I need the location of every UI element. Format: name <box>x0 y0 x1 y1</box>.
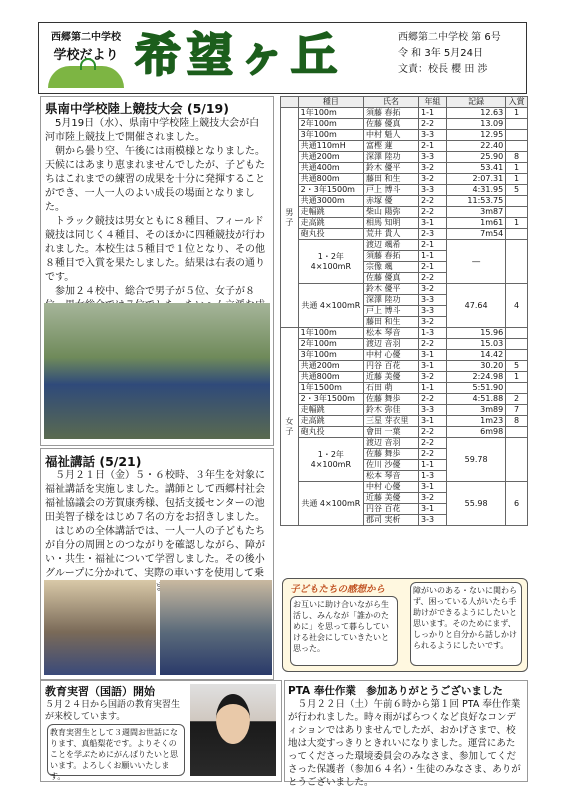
name-cell: 中村 心優 <box>364 482 419 493</box>
record-cell: 3m89 <box>447 405 506 416</box>
table-row <box>281 108 528 119</box>
name-cell: 宗像 颯 <box>364 262 419 273</box>
class-cell: 2-2 <box>419 339 447 350</box>
wheelchair-photo <box>160 580 272 675</box>
voices-title: 子どもたちの感想から <box>290 584 386 595</box>
record-cell: 5:51.90 <box>447 383 506 394</box>
place-cell <box>506 383 528 394</box>
class-cell: 2-2 <box>419 427 447 438</box>
table-row <box>281 152 528 163</box>
record-cell: 30.20 <box>447 361 506 372</box>
table-row <box>281 229 528 240</box>
table-row <box>281 328 528 339</box>
relay-row <box>281 284 528 295</box>
table-row <box>281 339 528 350</box>
class-cell: 1-1 <box>419 108 447 119</box>
event-cell: 共通110mH <box>298 141 363 152</box>
name-cell: 戸上 博斗 <box>364 306 419 317</box>
event-cell: 3年100m <box>298 130 363 141</box>
class-cell: 3-3 <box>419 306 447 317</box>
place-cell: 6 <box>506 482 528 526</box>
name-cell: 藤田 和生 <box>364 317 419 328</box>
relay-event: 共通 4×100mR <box>298 482 363 526</box>
name-cell: 佐川 沙優 <box>364 460 419 471</box>
class-cell: 2-1 <box>419 262 447 273</box>
sports-p1: 5月19日（水）、県南中学校陸上競技大会が白河市陸上競技上で開催されました。 <box>45 118 260 143</box>
event-cell: 走高跳 <box>298 218 363 229</box>
place-cell <box>506 130 528 141</box>
event-cell: 共通200m <box>298 152 363 163</box>
event-cell: 共通800m <box>298 372 363 383</box>
place-cell <box>506 119 528 130</box>
place-cell: 2 <box>506 394 528 405</box>
athletes-group-photo <box>44 303 270 439</box>
name-cell: 須藤 春拓 <box>364 251 419 262</box>
place-cell: 7 <box>506 405 528 416</box>
name-cell: 佐藤 舞歩 <box>364 394 419 405</box>
table-row <box>281 163 528 174</box>
welfare-title: 福祉講話 (5/21) <box>45 454 142 469</box>
name-cell: 深澤 陸功 <box>364 295 419 306</box>
record-cell: 3m87 <box>447 207 506 218</box>
place-cell: 1 <box>506 218 528 229</box>
results-table <box>280 96 528 526</box>
face-shape <box>216 694 250 744</box>
name-cell: 渡辺 音羽 <box>364 438 419 449</box>
name-cell: 佐藤 優真 <box>364 119 419 130</box>
table-row <box>281 207 528 218</box>
col-name: 氏名 <box>364 97 419 108</box>
name-cell: 會田 一葉 <box>364 427 419 438</box>
name-cell: 藤田 和生 <box>364 174 419 185</box>
class-cell: 2-2 <box>419 438 447 449</box>
place-cell <box>506 229 528 240</box>
class-cell: 3-2 <box>419 372 447 383</box>
class-cell: 3-2 <box>419 493 447 504</box>
class-cell: 1-1 <box>419 460 447 471</box>
event-cell: 2・3年1500m <box>298 185 363 196</box>
event-cell: 1年1500m <box>298 383 363 394</box>
name-cell: 戸上 博斗 <box>364 185 419 196</box>
place-cell <box>506 196 528 207</box>
table-row <box>281 350 528 361</box>
newsletter-name: 学校だより <box>53 48 119 63</box>
practicum-title: 教育実習（国語）開始 <box>45 685 155 698</box>
name-cell: 佐藤 舞歩 <box>364 449 419 460</box>
table-row <box>281 405 528 416</box>
class-cell: 3-2 <box>419 163 447 174</box>
lecture-photo <box>44 580 156 675</box>
issue-date: 令 和 3年 5月24日 <box>398 48 483 59</box>
class-cell: 3-2 <box>419 317 447 328</box>
practicum-p1: ５月２４日から国語の教育実習生が来校しています。 <box>45 700 181 722</box>
class-cell: 3-2 <box>419 284 447 295</box>
name-cell: 鈴木 優平 <box>364 163 419 174</box>
place-cell: 1 <box>506 108 528 119</box>
place-cell <box>506 427 528 438</box>
col-class: 年組 <box>419 97 447 108</box>
name-cell: 佐藤 優真 <box>364 273 419 284</box>
class-cell: 1-1 <box>419 383 447 394</box>
place-cell <box>506 438 528 482</box>
class-cell: 2-2 <box>419 449 447 460</box>
welfare-body <box>45 469 269 595</box>
record-cell: 22.40 <box>447 141 506 152</box>
class-cell: 2-1 <box>419 141 447 152</box>
name-cell: 円谷 百花 <box>364 361 419 372</box>
event-cell: 1年100m <box>298 108 363 119</box>
record-cell: 13.09 <box>447 119 506 130</box>
class-cell: 3-3 <box>419 295 447 306</box>
table-row <box>281 196 528 207</box>
name-cell: 渡辺 音羽 <box>364 339 419 350</box>
student-teacher-photo <box>190 684 276 776</box>
name-cell: 渡辺 颯希 <box>364 240 419 251</box>
class-cell: 3-3 <box>419 152 447 163</box>
results-table-area <box>280 96 528 526</box>
table-row <box>281 427 528 438</box>
relay-event: 共通 4×100mR <box>298 284 363 328</box>
table-row <box>281 130 528 141</box>
issue-author: 文責：校長 櫻 田 渉 <box>398 64 488 75</box>
name-cell: 富樫 蓮 <box>364 141 419 152</box>
gender-label: 男子 <box>281 108 299 328</box>
record-cell: ― <box>447 240 506 284</box>
practicum-message: 教育実習生として３週間お世話になります、真船梨花です。よりそくのことを学ぶためにがんばりたいと思います。よろしくお願いいたします。 <box>47 724 185 776</box>
event-cell: 共通3000m <box>298 196 363 207</box>
place-cell <box>506 207 528 218</box>
event-cell: 砲丸投 <box>298 229 363 240</box>
event-cell: 走高跳 <box>298 416 363 427</box>
event-cell: 2年100m <box>298 119 363 130</box>
name-cell: 相馬 知明 <box>364 218 419 229</box>
name-cell: 赤塚 優 <box>364 196 419 207</box>
newsletter-title: 希望ヶ丘 <box>135 28 343 82</box>
record-cell: 1m23 <box>447 416 506 427</box>
name-cell: 中村 心優 <box>364 350 419 361</box>
class-cell: 2-2 <box>419 207 447 218</box>
name-cell: 近藤 美優 <box>364 372 419 383</box>
sports-p4: 参加２４校中、総合で男子が５位、女子が８ <box>55 286 255 297</box>
name-cell: 中村 魁人 <box>364 130 419 141</box>
col-place: 入賞 <box>506 97 528 108</box>
issue-info <box>398 30 523 78</box>
event-cell: 共通200m <box>298 361 363 372</box>
place-cell <box>506 339 528 350</box>
sprout-icon <box>80 58 96 70</box>
place-cell <box>506 141 528 152</box>
relay-event: 1・2年 4×100mR <box>298 438 363 482</box>
event-cell: 共通800m <box>298 174 363 185</box>
event-cell: 走幅跳 <box>298 207 363 218</box>
class-cell: 3-1 <box>419 361 447 372</box>
place-cell: 1 <box>506 372 528 383</box>
place-cell: 4 <box>506 284 528 328</box>
welfare-p2: はじめの全体講話では、一人一人の子どもたちが自分の周囲とのつながりを確認しながら、障がい・共生・福祉について学習しました。その後小グループに分かれて、実際の車いすを使用して乗 <box>45 526 265 579</box>
table-row <box>281 119 528 130</box>
record-cell: 47.64 <box>447 284 506 328</box>
event-cell: 2年100m <box>298 339 363 350</box>
record-cell: 14.42 <box>447 350 506 361</box>
name-cell: 鈴木 優平 <box>364 284 419 295</box>
record-cell: 59.78 <box>447 438 506 482</box>
place-cell: 5 <box>506 361 528 372</box>
class-cell: 2-2 <box>419 196 447 207</box>
class-cell: 3-1 <box>419 482 447 493</box>
class-cell: 2-2 <box>419 273 447 284</box>
class-cell: 3-1 <box>419 218 447 229</box>
class-cell: 2-2 <box>419 119 447 130</box>
sports-p2: 朝から曇り空、午後には雨模様となりました。天候にはあまり恵まれませんでしたが、子どもたちはこれまでの練習の成果を十分に発揮することができ、一人一人のよい成長の場面となりました。 <box>45 146 265 213</box>
table-row <box>281 174 528 185</box>
pta-body: ５月２２日（土）午前６時から第１回 PTA 奉仕作業が行われました。時々雨がぱらつくなど良好なコンディションではありませんでしたが、おかげさまで、校地は大変すっきりときれいになりました。運営にあたってくださった環境委員会のみなさま、参加してくださった保護者（参加６４名）・生徒のみなさま、ありがとうございました。 <box>288 699 521 788</box>
record-cell: 15.96 <box>447 328 506 339</box>
place-cell <box>506 240 528 284</box>
record-cell: 2:24.98 <box>447 372 506 383</box>
record-cell: 55.98 <box>447 482 506 526</box>
record-cell: 12.63 <box>447 108 506 119</box>
place-cell <box>506 350 528 361</box>
place-cell: 1 <box>506 174 528 185</box>
class-cell: 1-3 <box>419 471 447 482</box>
event-cell: 1年100m <box>298 328 363 339</box>
name-cell: 郡司 実析 <box>364 515 419 526</box>
record-cell: 53.41 <box>447 163 506 174</box>
record-cell: 12.95 <box>447 130 506 141</box>
col-event: 種目 <box>298 97 363 108</box>
record-cell: 15.03 <box>447 339 506 350</box>
welfare-p1: ５月２１日（金）５・６校時、３年生を対象に福祉講話を実施しました。講師として西郷村社会福祉協議会の芳賀康秀様、包括支援センターの池田美智子様をはじめ７名の方をお招きしました。 <box>45 470 265 523</box>
table-row <box>281 141 528 152</box>
class-cell: 3-3 <box>419 405 447 416</box>
class-cell: 1-1 <box>419 251 447 262</box>
relay-row <box>281 482 528 493</box>
class-cell: 3-1 <box>419 416 447 427</box>
event-cell: 2・3年1500m <box>298 394 363 405</box>
issue-number: 西郷第二中学校 第 6号 <box>398 32 501 43</box>
record-cell: 11:53.75 <box>447 196 506 207</box>
event-cell: 走幅跳 <box>298 405 363 416</box>
class-cell: 3-3 <box>419 130 447 141</box>
name-cell: 荒井 貴人 <box>364 229 419 240</box>
table-row <box>281 416 528 427</box>
place-cell: 8 <box>506 152 528 163</box>
place-cell: 8 <box>506 416 528 427</box>
voice-1: お互いに助け合いながら生活し、みんなが「誰かのために」を思って暮らしていける社会にしていきたいと思った。 <box>290 596 398 666</box>
place-cell: 1 <box>506 163 528 174</box>
class-cell: 2-1 <box>419 240 447 251</box>
relay-row <box>281 240 528 251</box>
relay-row <box>281 438 528 449</box>
table-row <box>281 361 528 372</box>
event-cell: 砲丸投 <box>298 427 363 438</box>
class-cell: 3-1 <box>419 350 447 361</box>
place-cell <box>506 328 528 339</box>
table-row <box>281 218 528 229</box>
name-cell: 円谷 百花 <box>364 504 419 515</box>
name-cell: 深澤 陸功 <box>364 152 419 163</box>
voice-2: 障がいのある・ないに関わらず、困っている人がいたら手助けができるようにしたいと思います。そのためにまず、しっかりと自分から話しかけられるようにしたいです。 <box>410 582 522 666</box>
pta-title: PTA 奉仕作業 参加ありがとうございました <box>288 685 503 697</box>
table-row <box>281 394 528 405</box>
name-cell: 鈴木 弥佳 <box>364 405 419 416</box>
table-row <box>281 372 528 383</box>
record-cell: 1m61 <box>447 218 506 229</box>
class-cell: 3-1 <box>419 504 447 515</box>
results-body <box>281 108 528 526</box>
place-cell: 5 <box>506 185 528 196</box>
event-cell: 3年100m <box>298 350 363 361</box>
record-cell: 4:31.95 <box>447 185 506 196</box>
name-cell: 松本 琴音 <box>364 471 419 482</box>
gender-label: 女子 <box>281 328 299 526</box>
record-cell: 7m54 <box>447 229 506 240</box>
school-name: 西郷第二中学校 <box>51 32 121 43</box>
table-row <box>281 185 528 196</box>
record-cell: 2:07.31 <box>447 174 506 185</box>
class-cell: 3-3 <box>419 515 447 526</box>
name-cell: 須藤 春拓 <box>364 108 419 119</box>
class-cell: 2-3 <box>419 229 447 240</box>
record-cell: 4:51.88 <box>447 394 506 405</box>
name-cell: 柴山 陽弥 <box>364 207 419 218</box>
event-cell: 共通400m <box>298 163 363 174</box>
name-cell: 石田 萌 <box>364 383 419 394</box>
class-cell: 2-2 <box>419 394 447 405</box>
sports-p3: トラック競技は男女ともに８種目、フィールド競技は同じく４種目、そのほかに四種競技が行われました。本校生は５種目で１位となり、その他８種目で入賞を果たしました。結果は右表の通りです。 <box>45 216 265 283</box>
sports-title: 県南中学校陸上競技大会 (5/19) <box>45 101 229 116</box>
name-cell: 三星 芽衣里 <box>364 416 419 427</box>
class-cell: 3-3 <box>419 185 447 196</box>
table-row <box>281 383 528 394</box>
name-cell: 松本 琴音 <box>364 328 419 339</box>
col-record: 記録 <box>447 97 506 108</box>
record-cell: 25.90 <box>447 152 506 163</box>
class-cell: 1-3 <box>419 328 447 339</box>
record-cell: 6m98 <box>447 427 506 438</box>
class-cell: 3-2 <box>419 174 447 185</box>
name-cell: 近藤 美優 <box>364 493 419 504</box>
relay-event: 1・2年 4×100mR <box>298 240 363 284</box>
